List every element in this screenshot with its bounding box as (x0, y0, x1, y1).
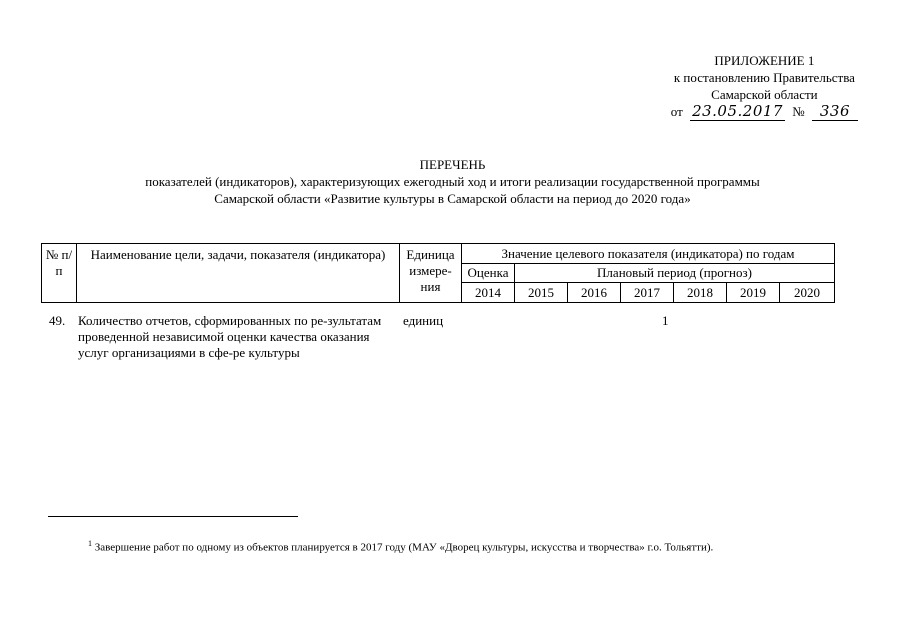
header-values: Значение целевого показателя (индикатора) по годам (462, 244, 835, 264)
year-2018: 2018 (674, 283, 727, 303)
indicator-table (41, 243, 835, 303)
header-plan: Плановый период (прогноз) (515, 264, 835, 283)
document-title (0, 156, 905, 207)
year-2015: 2015 (515, 283, 568, 303)
header-estimate: Оценка (462, 264, 515, 283)
footnote-text: Завершение работ по одному из объектов планируется в 2017 году (МАУ «Дворец культуры, искусства и творчества» г.о. Тольятти). (94, 541, 714, 554)
year-2019: 2019 (727, 283, 780, 303)
footnote-divider (48, 516, 298, 517)
year-2016: 2016 (568, 283, 621, 303)
appendix-region: Самарской области (711, 87, 818, 102)
title-line-1: показателей (индикаторов), характеризующих ежегодный ход и итоги реализации государственной программы (145, 174, 760, 189)
title-line-2: Самарской области «Развитие культуры в Самарской области на период до 2020 года» (214, 191, 691, 206)
row-unit: единиц (403, 313, 444, 328)
appendix-decree: к постановлению Правительства (673, 70, 855, 85)
title-heading: ПЕРЕЧЕНЬ (419, 157, 486, 172)
year-2020: 2020 (780, 283, 835, 303)
header-num: № п/п (42, 244, 77, 303)
number-label: № (792, 104, 805, 119)
appendix-date-line (671, 103, 858, 121)
header-unit: Единица измере-ния (400, 244, 462, 303)
row-number: 49. (49, 313, 66, 328)
handwritten-number: 336 (812, 103, 858, 121)
header-name: Наименование цели, задачи, показателя (индикатора) (77, 244, 400, 303)
year-2014: 2014 (462, 283, 515, 303)
footnote (88, 537, 713, 555)
appendix-block (671, 52, 858, 121)
row-value: 1 (662, 313, 669, 328)
appendix-title: ПРИЛОЖЕНИЕ 1 (714, 53, 815, 68)
from-label: от (670, 104, 683, 119)
row-indicator-name: Количество отчетов, сформированных по ре-зультатам проведенной независимой оценки качества оказания услуг организациями в сфе-ре культуры (78, 313, 382, 360)
footnote-mark: 1 (88, 539, 92, 548)
handwritten-date: 23.05.2017 (692, 102, 783, 120)
year-2017: 2017 (621, 283, 674, 303)
